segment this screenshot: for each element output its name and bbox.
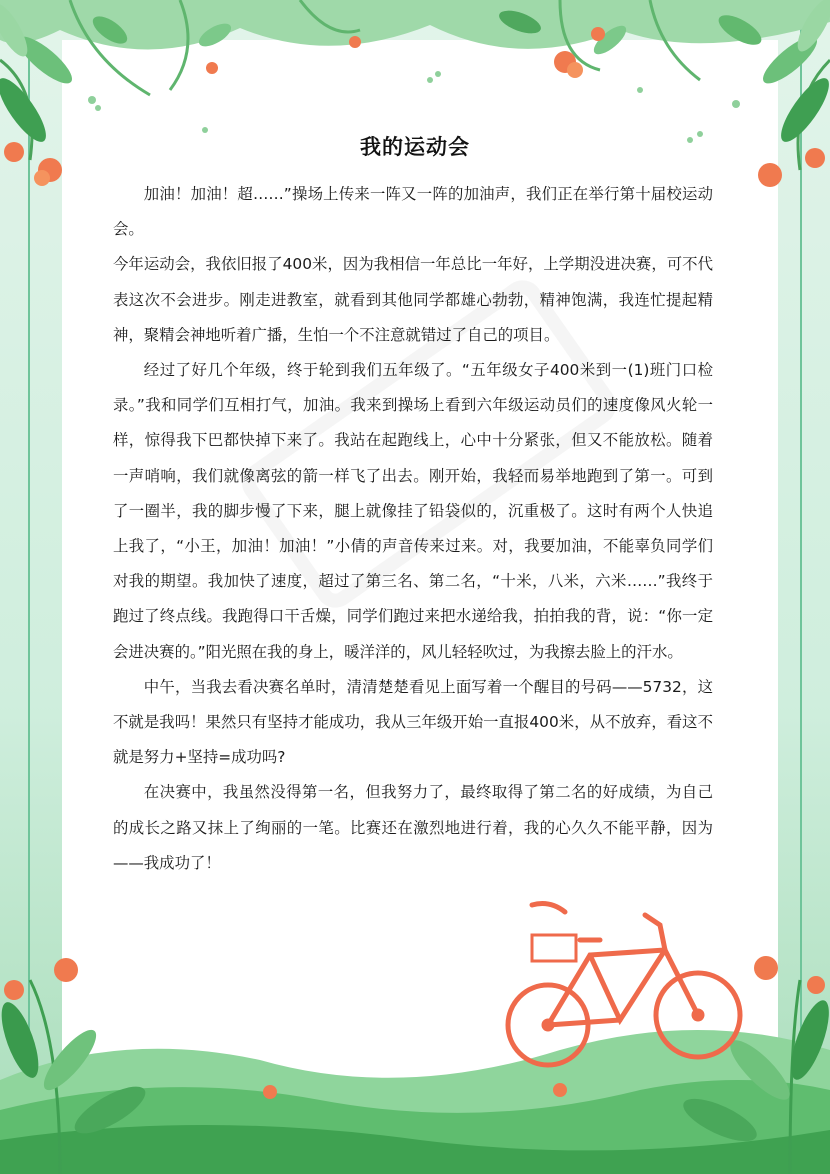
essay-body xyxy=(113,177,713,881)
paragraph-1: 加油！加油！超……”操场上传来一阵又一阵的加油声，我们正在举行第十届校运动会。 xyxy=(113,185,713,239)
page-title: 我的运动会 xyxy=(360,135,470,159)
paragraph-3: 经过了好几个年级，终于轮到我们五年级了。“五年级女子400米到一(1)班门口检录。”我和同学们互相打气，加油。我来到操场上看到六年级运动员们的速度像风火轮一样，惊得我下巴都快掉下来了。我站在起跑线上，心中十分紧张，但又不能放松。随着一声哨响，我们就像离弦的箭一样飞了出去。刚开始，我轻而易举地跑到了第一。可到了一圈半，我的脚步慢了下来，腿上就像挂了铅袋似的，沉重极了。这时有两个人快追上我了，“小王，加油！加油！”小倩的声音传来过来。对，我要加油，不能辜负同学们对我的期望。我加快了速度，超过了第三名、第二名，“十米，八米，六米……”我终于跑过了终点线。我跑得口干舌燥，同学们跑过来把水递给我，拍拍我的背，说：“你一定会进决赛的。”阳光照在我的身上，暖洋洋的，风儿轻轻吹过，为我擦去脸上的汗水。 xyxy=(113,361,713,661)
paragraph-4: 中午，当我去看决赛名单时，清清楚楚看见上面写着一个醒目的号码——5732，这不就是我吗！果然只有坚持才能成功，我从三年级开始一直报400米，从不放弃，看这不就是努力+坚持=成功吗? xyxy=(113,677,713,767)
paragraph-2: 今年运动会，我依旧报了400米，因为我相信一年总比一年好，上学期没进决赛，可不代表这次不会进步。刚走进教室，就看到其他同学都雄心勃勃，精神饱满，我连忙提起精神，聚精会神地听着广播，生怕一个不注意就错过了自己的项目。 xyxy=(113,255,713,344)
paragraph-5: 在决赛中，我虽然没得第一名，但我努力了，最终取得了第二名的好成绩，为自己的成长之路又抹上了绚丽的一笔。比赛还在激烈地进行着，我的心久久不能平静，因为——我成功了！ xyxy=(113,783,713,872)
